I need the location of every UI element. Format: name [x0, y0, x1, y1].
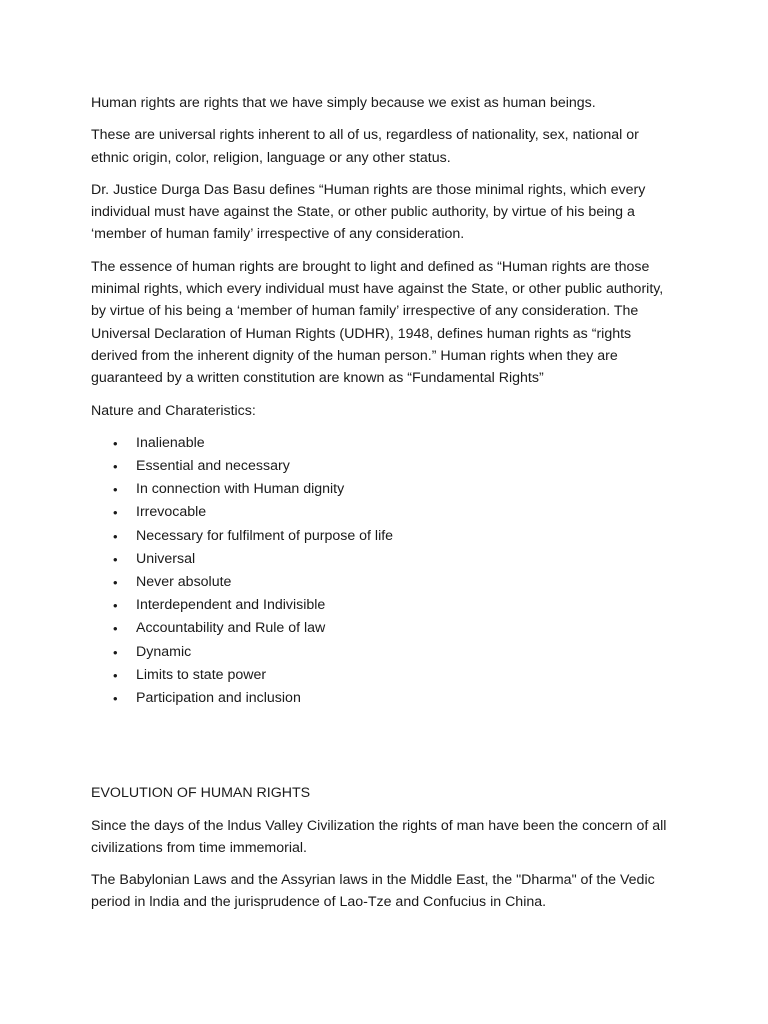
bullet-icon: •: [113, 691, 118, 707]
bullet-icon: •: [113, 435, 118, 451]
list-item: • Limits to state power: [91, 664, 671, 687]
list-item: • Interdependent and Indivisible: [91, 594, 671, 617]
paragraph-intro: Human rights are rights that we have simply because we exist as human beings.: [91, 95, 596, 111]
paragraph-indus-valley: Since the days of the lndus Valley Civilization the rights of man have been the concern of all civilizations from time immemorial.: [91, 817, 667, 856]
list-item: • Accountability and Rule of law: [91, 617, 671, 640]
list-item: • Universal: [91, 548, 671, 571]
bullet-icon: •: [113, 528, 118, 544]
bullet-icon: •: [113, 505, 118, 521]
paragraph-basu-definition: Dr. Justice Durga Das Basu defines “Human rights are those minimal rights, which every individual must have against the State, or other public authority, by virtue of his being a ‘member of human family’ irrespective of any consideration.: [91, 181, 646, 243]
bullet-icon: •: [113, 621, 118, 637]
list-item: • Irrevocable: [91, 501, 671, 524]
paragraph-universal: These are universal rights inherent to all of us, regardless of nationality, sex, national or ethnic origin, color, religion, language or any other status.: [91, 127, 639, 166]
bullet-icon: •: [113, 598, 118, 614]
bullet-icon: •: [113, 551, 118, 567]
list-item: • Dynamic: [91, 641, 671, 664]
spacer: [91, 710, 671, 782]
paragraph-essence: The essence of human rights are brought to light and defined as “Human rights are those minimal rights, which every individual must have against the State, or other public authority, by virtue of his being a ‘member of human family’ irrespective of any consideration. The Universal Declaration of Human Rights (UDHR), 1948, defines human rights as “rights derived from the inherent dignity of the human person.” Human rights when they are guaranteed by a written constitution are known as “Fundamental Rights”: [91, 258, 664, 387]
list-item: • In connection with Human dignity: [91, 478, 671, 501]
document-page: [91, 92, 671, 924]
bullet-icon: •: [113, 459, 118, 475]
list-item: • Necessary for fulfilment of purpose of life: [91, 525, 671, 548]
bullet-icon: •: [113, 667, 118, 683]
paragraph-nature-heading: Nature and Charateristics:: [91, 402, 256, 419]
characteristics-list: [91, 432, 671, 710]
bullet-icon: •: [113, 482, 118, 498]
list-item: • Participation and inclusion: [91, 687, 671, 710]
section-heading: EVOLUTION OF HUMAN RIGHTS: [91, 785, 311, 802]
list-item: • Essential and necessary: [91, 455, 671, 478]
paragraph-ancient-laws: The Babylonian Laws and the Assyrian laws in the Middle East, the "Dharma" of the Vedic period in lndia and the jurisprudence of Lao-Tze and Confucius in China.: [91, 872, 655, 911]
bullet-icon: •: [113, 575, 118, 591]
bullet-icon: •: [113, 644, 118, 660]
list-item: • Inalienable: [91, 432, 671, 455]
list-item: • Never absolute: [91, 571, 671, 594]
